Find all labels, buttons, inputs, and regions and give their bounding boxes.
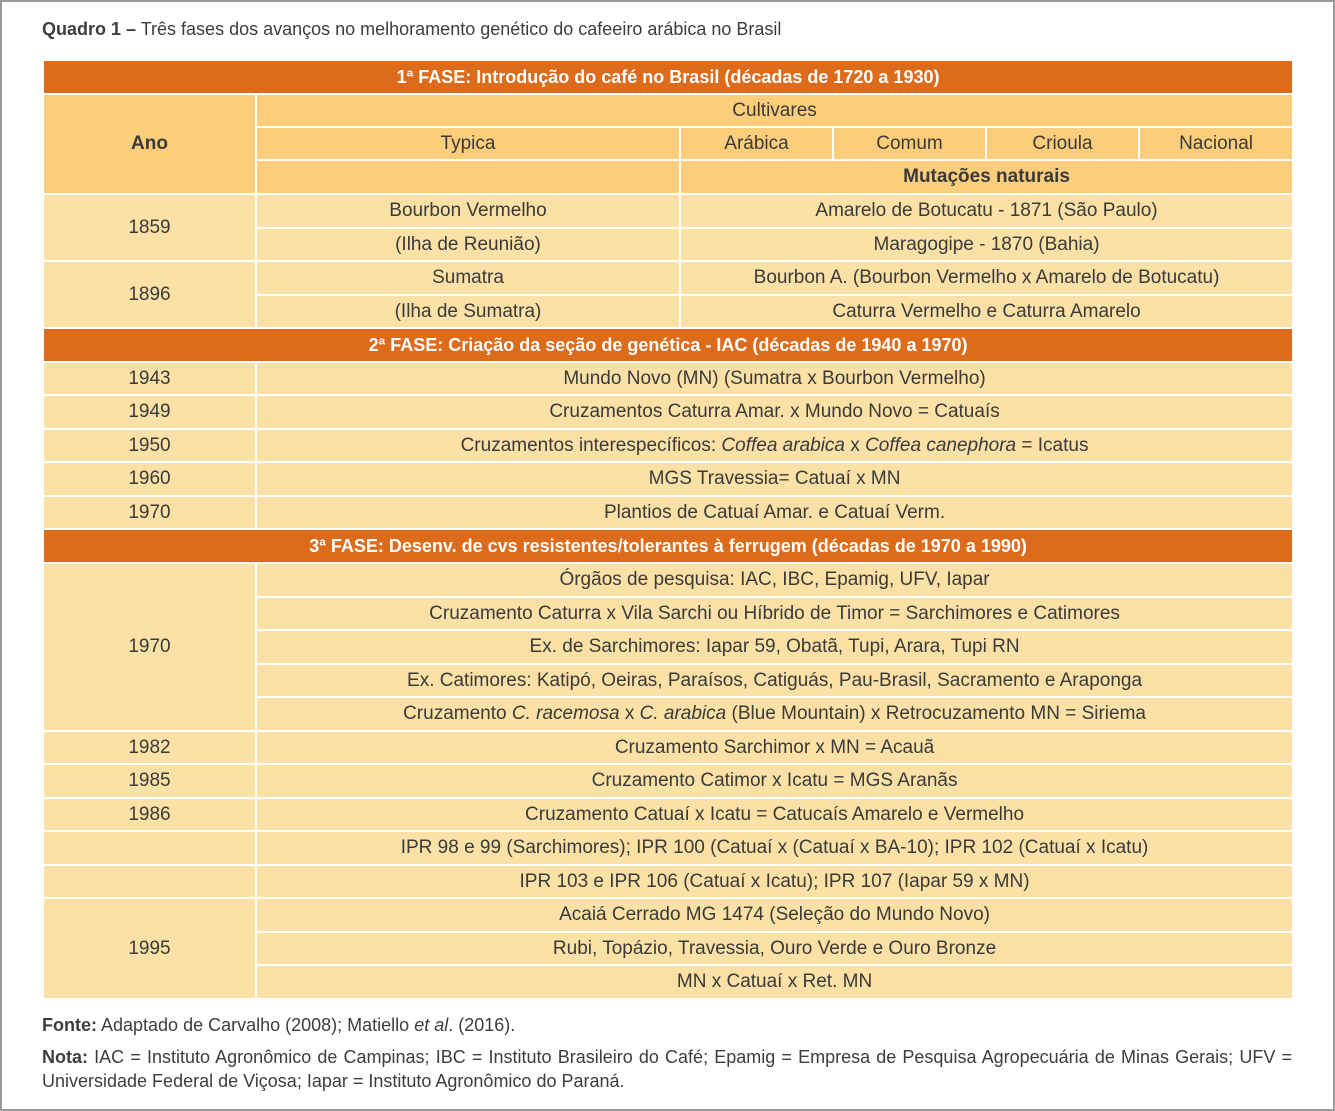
empty-header-cell xyxy=(256,160,680,194)
cultivar-cell: (Ilha de Sumatra) xyxy=(256,295,680,328)
table-row xyxy=(43,865,1293,898)
event-cell: MN x Catuaí x Ret. MN xyxy=(256,965,1293,999)
phase2-title: 2ª FASE: Criação da seção de genética - IAC (décadas de 1940 a 1970) xyxy=(43,328,1293,362)
nota-text: IAC = Instituto Agronômico de Campinas; IBC = Instituto Brasileiro do Café; Epamig = Empresa de Pesquisa Agropecuária de Minas Gerais; UFV = Universidade Federal de Viçosa; Iapar = Instituto Agronômico do Paraná. xyxy=(42,1047,1292,1091)
event-text: (Blue Mountain) x Retrocuzamento MN = Siriema xyxy=(726,703,1146,724)
phase1-title-row xyxy=(43,60,1293,94)
event-cell: Ex. de Sarchimores: Iapar 59, Obatã, Tupi, Arara, Tupi RN xyxy=(256,630,1293,664)
phase2-title-row xyxy=(43,328,1293,362)
species-name: C. arabica xyxy=(639,703,727,724)
mutation-cell: Bourbon A. (Bourbon Vermelho x Amarelo de Botucatu) xyxy=(680,261,1293,295)
event-cell xyxy=(256,429,1293,462)
event-cell: Plantios de Catuaí Amar. e Catuaí Verm. xyxy=(256,496,1293,529)
phases-table xyxy=(42,59,1294,1000)
mutation-cell: Maragogipe - 1870 (Bahia) xyxy=(680,228,1293,261)
year-cell: 1970 xyxy=(43,496,256,529)
table-row xyxy=(43,462,1293,496)
phase1-title: 1ª FASE: Introdução do café no Brasil (décadas de 1720 a 1930) xyxy=(43,60,1293,94)
species-name: Coffea arabica xyxy=(721,434,845,456)
event-cell: Cruzamento Catuaí x Icatu = Catucaís Amarelo e Vermelho xyxy=(256,798,1293,831)
event-cell: Mundo Novo (MN) (Sumatra x Bourbon Vermelho) xyxy=(256,362,1293,395)
event-cell: Cruzamento Caturra x Vila Sarchi ou Híbrido de Timor = Sarchimores e Catimores xyxy=(256,597,1293,630)
fonte-line xyxy=(42,1013,1292,1037)
event-cell: Rubi, Topázio, Travessia, Ouro Verde e Ouro Bronze xyxy=(256,932,1293,965)
cultivar-nacional: Nacional xyxy=(1139,127,1293,160)
fonte-text: Adaptado de Carvalho (2008); Matiello xyxy=(96,1015,415,1035)
species-name: Coffea canephora xyxy=(865,434,1017,456)
event-text: x xyxy=(845,434,866,456)
table-row xyxy=(43,362,1293,395)
fonte-etal: et al xyxy=(414,1015,449,1035)
table-row xyxy=(43,395,1293,429)
year-cell: 1896 xyxy=(43,261,256,328)
cultivar-cell: (Ilha de Reunião) xyxy=(256,228,680,261)
table-row xyxy=(43,764,1293,798)
table-row xyxy=(43,261,1293,295)
year-cell: 1982 xyxy=(43,731,256,764)
cultivar-typica: Typica xyxy=(256,127,680,160)
table-row xyxy=(43,429,1293,462)
year-cell: 1986 xyxy=(43,798,256,831)
event-cell: MGS Travessia= Catuaí x MN xyxy=(256,462,1293,496)
cultivar-comum: Comum xyxy=(833,127,986,160)
mutacoes-header: Mutações naturais xyxy=(680,160,1293,194)
year-cell: 1970 xyxy=(43,563,256,731)
cultivar-arabica: Arábica xyxy=(680,127,833,160)
table-row xyxy=(43,898,1293,932)
event-cell: IPR 103 e IPR 106 (Catuaí x Icatu); IPR 107 (Iapar 59 x MN) xyxy=(256,865,1293,898)
event-cell: Cruzamento Catimor x Icatu = MGS Aranãs xyxy=(256,764,1293,798)
phase3-title-row xyxy=(43,529,1293,563)
table-row xyxy=(43,731,1293,764)
cultivares-header: Cultivares xyxy=(256,94,1293,127)
event-text: Cruzamentos interespecíficos: xyxy=(460,434,722,456)
mutation-cell: Amarelo de Botucatu - 1871 (São Paulo) xyxy=(680,194,1293,228)
event-cell: Acaiá Cerrado MG 1474 (Seleção do Mundo Novo) xyxy=(256,898,1293,932)
fonte-text: . (2016). xyxy=(448,1015,516,1035)
caption-text: Três fases dos avanços no melhoramento genético do cafeeiro arábica no Brasil xyxy=(136,19,782,39)
cultivar-crioula: Crioula xyxy=(986,127,1139,160)
event-cell xyxy=(256,697,1293,731)
event-cell: Cruzamentos Caturra Amar. x Mundo Novo = Catuaís xyxy=(256,395,1293,429)
year-cell: 1995 xyxy=(43,898,256,999)
table-row xyxy=(43,194,1293,228)
fonte-label: Fonte: xyxy=(42,1015,97,1035)
table-notes xyxy=(42,1013,1292,1101)
year-cell xyxy=(43,831,256,865)
phase3-title: 3ª FASE: Desenv. de cvs resistentes/tolerantes à ferrugem (décadas de 1970 a 1990) xyxy=(43,529,1293,563)
event-text: Cruzamento xyxy=(403,703,512,724)
mutation-cell: Caturra Vermelho e Caturra Amarelo xyxy=(680,295,1293,328)
cultivar-cell: Bourbon Vermelho xyxy=(256,194,680,228)
year-cell: 1949 xyxy=(43,395,256,429)
table-row xyxy=(43,496,1293,529)
species-name: C. racemosa xyxy=(511,703,620,724)
table-row xyxy=(43,798,1293,831)
year-cell: 1985 xyxy=(43,764,256,798)
ano-header: Ano xyxy=(43,94,256,194)
event-text: = Icatus xyxy=(1016,434,1089,456)
cultivar-cell: Sumatra xyxy=(256,261,680,295)
table-row xyxy=(43,831,1293,865)
nota-line xyxy=(42,1045,1292,1093)
event-cell: Cruzamento Sarchimor x MN = Acauã xyxy=(256,731,1293,764)
event-text: x xyxy=(619,703,640,724)
event-cell: Ex. Catimores: Katipó, Oeiras, Paraísos, Catiguás, Pau-Brasil, Sacramento e Araponga xyxy=(256,664,1293,697)
event-cell: IPR 98 e 99 (Sarchimores); IPR 100 (Catuaí x (Catuaí x BA-10); IPR 102 (Catuaí x Icatu) xyxy=(256,831,1293,865)
year-cell: 1943 xyxy=(43,362,256,395)
year-cell xyxy=(43,865,256,898)
year-cell: 1950 xyxy=(43,429,256,462)
year-cell: 1960 xyxy=(43,462,256,496)
table-caption xyxy=(42,19,781,40)
event-cell: Órgãos de pesquisa: IAC, IBC, Epamig, UFV, Iapar xyxy=(256,563,1293,597)
year-cell: 1859 xyxy=(43,194,256,261)
caption-label: Quadro 1 – xyxy=(42,19,137,39)
table-row xyxy=(43,563,1293,597)
nota-label: Nota: xyxy=(42,1047,88,1067)
